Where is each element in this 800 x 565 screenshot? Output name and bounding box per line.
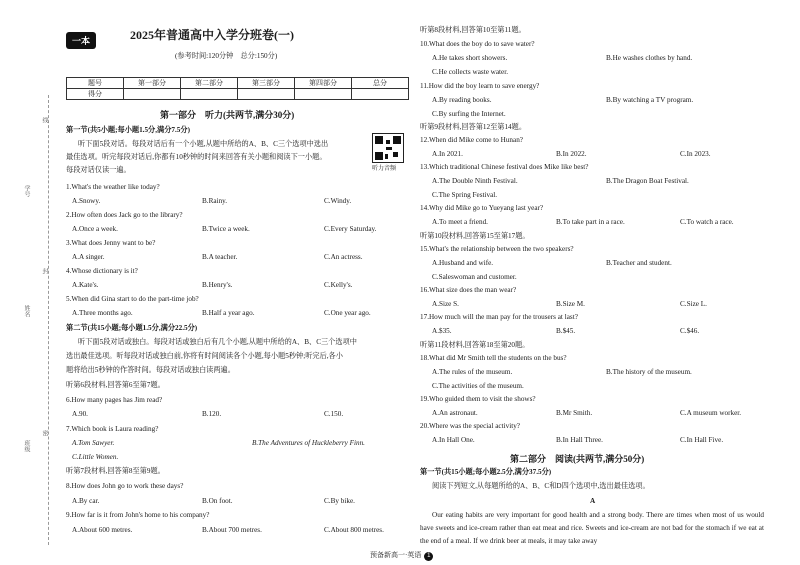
- option[interactable]: A.A singer.: [72, 253, 105, 261]
- question: 4.Whose dictionary is it?: [66, 267, 138, 275]
- part1-title: 第一部分 听力(共两节,满分30分): [160, 110, 295, 120]
- option[interactable]: A.In 2021.: [432, 150, 463, 158]
- option[interactable]: B.120.: [202, 410, 222, 418]
- material-note: 听第11段材料,回答第18至第20题。: [420, 341, 530, 349]
- binding-label: 封: [41, 268, 47, 274]
- binding-label: 线: [41, 117, 47, 123]
- question: 8.How does John go to work these days?: [66, 482, 184, 490]
- instruction: 选出最佳选项。听每段对话或独白前,你将有时间阅读各个小题,每小题5秒钟;听完后,各小: [66, 352, 343, 360]
- instruction: 听下面5段对话。每段对话后有一个小题,从题中所给的A、B、C三个选项中选出: [78, 140, 329, 148]
- score-input-cell[interactable]: [124, 89, 181, 100]
- option[interactable]: C.One year ago.: [324, 309, 371, 317]
- question: 10.What does the boy do to save water?: [420, 40, 535, 48]
- option[interactable]: B.In 2022.: [556, 150, 587, 158]
- option[interactable]: B.$45.: [556, 327, 576, 335]
- option[interactable]: A.$35.: [432, 327, 452, 335]
- question: 15.What's the relationship between the two speakers?: [420, 245, 574, 253]
- badge: 一本: [66, 32, 96, 49]
- binding-label: 姓名: [23, 305, 29, 317]
- option[interactable]: A.Three months ago.: [72, 309, 133, 317]
- option[interactable]: B.The Dragon Boat Festival.: [606, 177, 689, 185]
- question: 9.How far is it from John's home to his company?: [66, 511, 210, 519]
- option[interactable]: B.About 700 metres.: [202, 526, 262, 534]
- instruction: 每段对话仅读一遍。: [66, 166, 131, 174]
- page-number: 1: [424, 552, 433, 561]
- table-cell: 第四部分: [295, 78, 352, 89]
- option[interactable]: C.By surfing the Internet.: [432, 110, 506, 118]
- instruction: 听下面5段对话或独白。每段对话或独白后有几个小题,从题中所给的A、B、C三个选项中: [78, 338, 357, 346]
- score-input-cell[interactable]: [181, 89, 238, 100]
- option[interactable]: B.Twice a week.: [202, 225, 250, 233]
- question: 19.Who guided them to visit the shows?: [420, 395, 536, 403]
- option[interactable]: C.Every Saturday.: [324, 225, 377, 233]
- score-input-cell[interactable]: [238, 89, 295, 100]
- material-note: 听第6段材料,回答第6至第7题。: [66, 381, 165, 389]
- table-cell: 第二部分: [181, 78, 238, 89]
- question: 12.When did Mike come to Hunan?: [420, 136, 523, 144]
- binding-label: 密: [41, 430, 47, 436]
- option[interactable]: A.To meet a friend.: [432, 218, 488, 226]
- option[interactable]: B.A teacher.: [202, 253, 238, 261]
- score-table: [66, 77, 409, 100]
- question: 14.Why did Mike go to Yueyang last year?: [420, 204, 544, 212]
- table-cell: 第一部分: [124, 78, 181, 89]
- option[interactable]: C.Size L.: [680, 300, 707, 308]
- option[interactable]: C.$46.: [680, 327, 700, 335]
- option[interactable]: B.Mr Smith.: [556, 409, 593, 417]
- option[interactable]: B.On foot.: [202, 497, 233, 505]
- option[interactable]: C.He collects waste water.: [432, 68, 509, 76]
- passage-text: Our eating habits are very important for good health and a strong body. There are times when most of us would have sweets and ice-cream rather than eat meat and rice. Sweets and ice-cream are not bad for the stomach if we eat at the end of a meal. If we drink beer at meals, it may take away: [420, 511, 764, 545]
- option[interactable]: B.The history of the museum.: [606, 368, 692, 376]
- option[interactable]: A.Kate's.: [72, 281, 99, 289]
- question: 11.How did the boy learn to save energy?: [420, 82, 540, 90]
- option[interactable]: C.The activities of the museum.: [432, 382, 524, 390]
- option[interactable]: A.By reading books.: [432, 96, 492, 104]
- option[interactable]: A.Tom Sawyer.: [72, 439, 115, 447]
- question: 3.What does Jenny want to be?: [66, 239, 156, 247]
- option[interactable]: B.By watching a TV program.: [606, 96, 694, 104]
- option[interactable]: B.Size M.: [556, 300, 585, 308]
- option[interactable]: C.The Spring Festival.: [432, 191, 498, 199]
- option[interactable]: C.To watch a race.: [680, 218, 734, 226]
- instruction: 阅读下列短文,从每题所给的A、B、C和D四个选项中,选出最佳选项。: [432, 482, 650, 490]
- question: 6.How many pages has Jim read?: [66, 396, 163, 404]
- binding-label: 班级: [23, 440, 29, 452]
- table-cell: 得分: [67, 89, 124, 100]
- score-input-cell[interactable]: [352, 89, 409, 100]
- option[interactable]: A.An astronaut.: [432, 409, 478, 417]
- section-heading: 第一节(共5小题;每小题1.5分,满分7.5分): [66, 126, 190, 134]
- section-heading: 第二节(共15小题;每小题1.5分,满分22.5分): [66, 324, 198, 332]
- option[interactable]: A.Husband and wife.: [432, 259, 494, 267]
- instruction: 题将给出5秒钟的作答时间。每段对话或独白读两遍。: [66, 366, 235, 374]
- option[interactable]: B.To take part in a race.: [556, 218, 625, 226]
- table-cell: 总分: [352, 78, 409, 89]
- question: 5.When did Gina start to do the part-time job?: [66, 295, 199, 303]
- option[interactable]: B.Henry's.: [202, 281, 233, 289]
- option[interactable]: B.Rainy.: [202, 197, 228, 205]
- binding-line: [48, 95, 49, 545]
- part2-title: 第二部分 阅读(共两节,满分50分): [510, 454, 645, 464]
- option[interactable]: A.In Hall One.: [432, 436, 475, 444]
- option[interactable]: C.About 800 metres.: [324, 526, 384, 534]
- question: 2.How often does Jack go to the library?: [66, 211, 183, 219]
- option[interactable]: B.He washes clothes by hand.: [606, 54, 693, 62]
- binding-label: 学号: [23, 185, 29, 197]
- option[interactable]: A.Size S.: [432, 300, 459, 308]
- section-heading: 第一节(共15小题;每小题2.5分,满分37.5分): [420, 468, 552, 476]
- page-title: 2025年普通高中入学分班卷(一): [130, 28, 294, 42]
- question: 18.What did Mr Smith tell the students on the bus?: [420, 354, 567, 362]
- page-footer: [370, 550, 433, 561]
- page-subtitle: (参考时间:120分钟 总分:150分): [175, 52, 278, 60]
- question: 13.Which traditional Chinese festival does Mike like best?: [420, 163, 589, 171]
- score-input-cell[interactable]: [295, 89, 352, 100]
- option[interactable]: A.By car.: [72, 497, 100, 505]
- option[interactable]: B.Teacher and student.: [606, 259, 672, 267]
- qr-label: 听力音频: [372, 166, 397, 172]
- option[interactable]: A.90.: [72, 410, 88, 418]
- instruction: 最佳选项。听完每段对话后,你都有10秒钟的时间来回答有关小题和阅读下一小题。: [66, 153, 327, 161]
- score-table-header-row: [67, 78, 409, 89]
- option[interactable]: C.In Hall Five.: [680, 436, 724, 444]
- table-cell: 第三部分: [238, 78, 295, 89]
- question: 1.What's the weather like today?: [66, 183, 160, 191]
- option[interactable]: C.An actress.: [324, 253, 363, 261]
- option[interactable]: A.About 600 metres.: [72, 526, 133, 534]
- passage-label: A: [590, 497, 596, 505]
- question: 17.How much will the man pay for the trousers at last?: [420, 313, 578, 321]
- option[interactable]: A.He takes short showers.: [432, 54, 508, 62]
- material-note: 听第7段材料,回答第8至第9题。: [66, 467, 165, 475]
- option[interactable]: C.A museum worker.: [680, 409, 742, 417]
- table-cell: 题号: [67, 78, 124, 89]
- qr-code[interactable]: [372, 133, 404, 163]
- material-note: 听第10段材料,回答第15至第17题。: [420, 232, 530, 240]
- option[interactable]: A.The Double Ninth Festival.: [432, 177, 518, 185]
- material-note: 听第9段材料,回答第12至第14题。: [420, 123, 527, 131]
- option[interactable]: C.By bike.: [324, 497, 355, 505]
- option[interactable]: B.Half a year ago.: [202, 309, 255, 317]
- question: 16.What size does the man wear?: [420, 286, 517, 294]
- footer-text: 预备新高一·英语: [370, 551, 422, 559]
- option[interactable]: C.Little Women.: [72, 453, 119, 461]
- option[interactable]: C.150.: [324, 410, 344, 418]
- option[interactable]: C.In 2023.: [680, 150, 711, 158]
- option[interactable]: A.The rules of the museum.: [432, 368, 513, 376]
- option[interactable]: B.The Adventures of Huckleberry Finn.: [252, 439, 365, 447]
- question: 7.Which book is Laura reading?: [66, 425, 159, 433]
- option[interactable]: C.Windy.: [324, 197, 352, 205]
- material-note: 听第8段材料,回答第10至第11题。: [420, 26, 526, 34]
- option[interactable]: C.Saleswoman and customer.: [432, 273, 517, 281]
- option[interactable]: C.Kelly's.: [324, 281, 353, 289]
- question: 20.Where was the special activity?: [420, 422, 520, 430]
- option[interactable]: B.In Hall Three.: [556, 436, 603, 444]
- option[interactable]: A.Once a week.: [72, 225, 118, 233]
- score-table-score-row: [67, 89, 409, 100]
- option[interactable]: A.Snowy.: [72, 197, 101, 205]
